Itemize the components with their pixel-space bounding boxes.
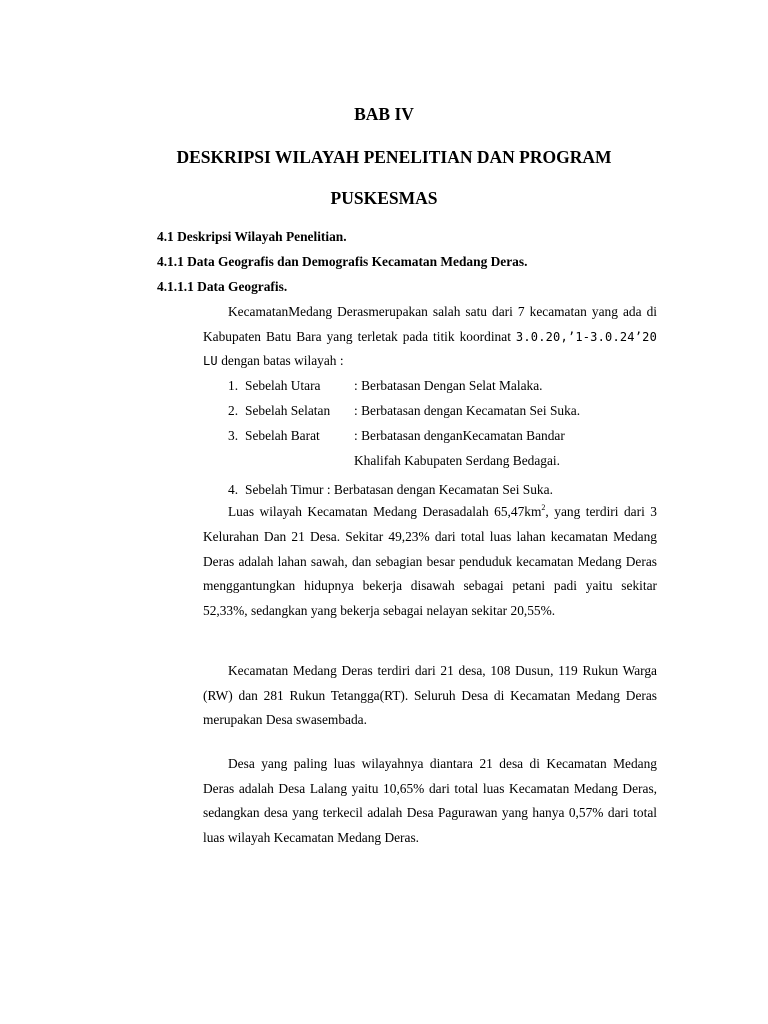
list-label: Sebelah Timur : Berbatasan dengan Kecamatan Sei Suka. (245, 482, 553, 497)
list-label: Sebelah Selatan (245, 403, 331, 418)
paragraph-area-text-end: , yang terdiri dari 3 Kelurahan Dan 21 Desa. Sekitar 49,23% dari total luas lahan kecamatan Medang Deras adalah lahan sawah, dan sebagian besar penduduk kecamatan Medang Deras menggantungkan hidupnya bekerja disawah sebagai petani padi yaitu sekitar 52,33%, sedangkan yang bekerja sebagai nelayan sekitar 20,55%. (203, 504, 657, 619)
list-description: : Berbatasan denganKecamatan Bandar (354, 428, 565, 443)
paragraph-villages: Kecamatan Medang Deras terdiri dari 21 desa, 108 Dusun, 119 Rukun Warga (RW) dan 281 Rukun Tetangga(RT). Seluruh Desa di Kecamatan Medang Deras merupakan Desa swasembada. (203, 663, 657, 728)
chapter-title-line2: PUSKESMAS (330, 188, 438, 208)
chapter-heading: BAB IV (354, 104, 414, 124)
list-number: 2. (228, 403, 239, 418)
list-description: : Berbatasan Dengan Selat Malaka. (354, 378, 543, 393)
coordinates-text: 3.0.20,’1-3.0.24’20 LU (203, 329, 657, 369)
paragraph-largest-village: Desa yang paling luas wilayahnya diantara 21 desa di Kecamatan Medang Deras adalah Desa Lalang yaitu 10,65% dari total luas Kecamatan Medang Deras, sedangkan desa yang terkecil adalah Desa Pagurawan yang hanya 0,57% dari total luas wilayah Kecamatan Medang Deras. (203, 756, 657, 845)
superscript: 2 (541, 503, 546, 512)
list-description-continued: Khalifah Kabupaten Serdang Bedagai. (354, 453, 560, 468)
list-label: Sebelah Utara (245, 378, 321, 393)
list-number: 3. (228, 428, 239, 443)
paragraph-location (203, 300, 657, 374)
section-heading-4-1-1-1: 4.1.1.1 Data Geografis. (157, 279, 288, 294)
paragraph-location-text-end: dengan batas wilayah : (217, 353, 344, 369)
section-heading-4-1: 4.1 Deskripsi Wilayah Penelitian. (157, 229, 347, 244)
section-heading-4-1-1: 4.1.1 Data Geografis dan Demografis Kecamatan Medang Deras. (157, 254, 528, 269)
paragraph-area (203, 500, 657, 624)
list-number: 1. (228, 378, 239, 393)
list-description: : Berbatasan dengan Kecamatan Sei Suka. (354, 403, 581, 418)
list-label: Sebelah Barat (245, 428, 320, 443)
paragraph-area-text: Luas wilayah Kecamatan Medang Derasadalah 65,47km (228, 504, 542, 519)
chapter-title-line1: DESKRIPSI WILAYAH PENELITIAN DAN PROGRAM (176, 147, 612, 167)
paragraph-location-text: KecamatanMedang Derasmerupakan salah satu dari 7 kecamatan yang ada di Kabupaten Batu Bara yang terletak pada titik koordinat (203, 304, 657, 344)
list-number: 4. (228, 482, 239, 497)
